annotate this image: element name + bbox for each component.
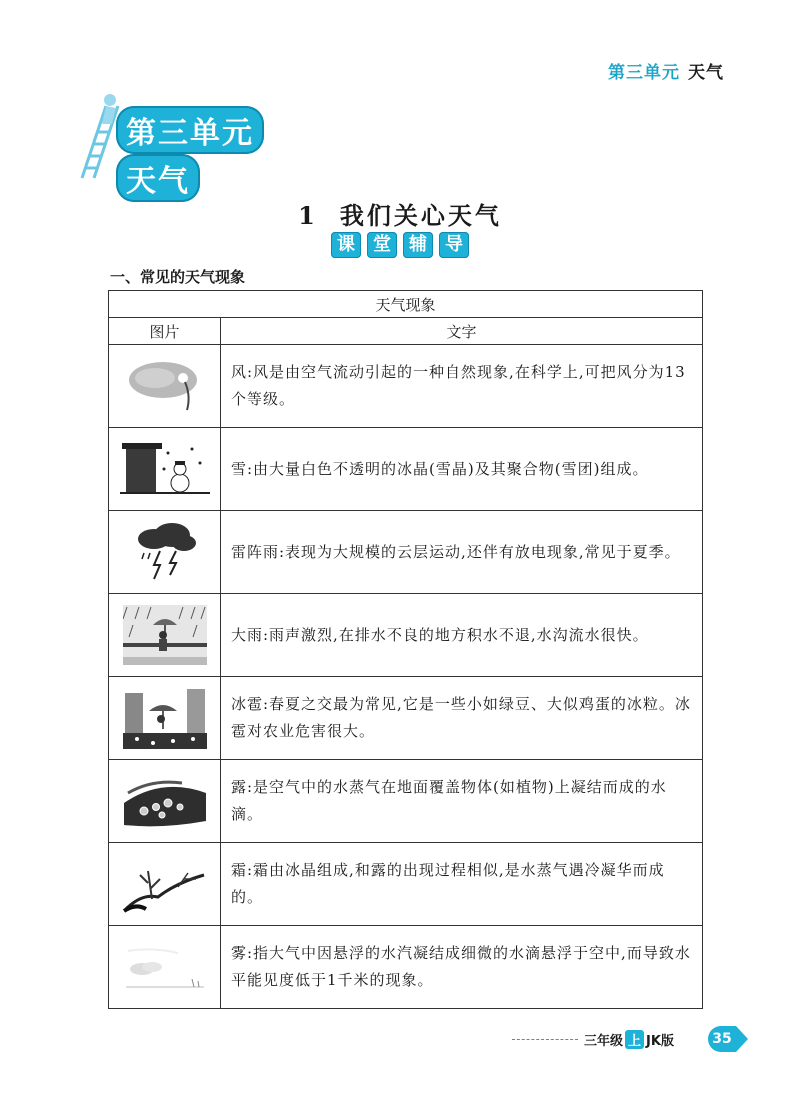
table-row (109, 594, 703, 677)
table-row (109, 760, 703, 843)
guide-char: 辅 (403, 232, 433, 258)
heavy-rain-illustration-icon (123, 605, 207, 665)
guide-char: 导 (439, 232, 469, 258)
wind-illustration-icon (125, 356, 205, 416)
running-header-unit: 第三单元 (608, 63, 680, 83)
section-heading: 一、常见的天气现象 (110, 268, 246, 286)
running-header (608, 58, 724, 83)
page-arrow-icon (736, 1026, 748, 1052)
footer-divider (512, 1039, 578, 1040)
picture-cell (109, 511, 221, 594)
guide-char: 堂 (367, 232, 397, 258)
banner-title (116, 106, 362, 202)
table-row (109, 843, 703, 926)
banner-title-unit: 第三单元 (116, 106, 264, 154)
running-header-topic: 天气 (688, 63, 724, 83)
page-number: 35 (708, 1026, 736, 1052)
picture-cell (109, 594, 221, 677)
picture-cell (109, 843, 221, 926)
hail-illustration-icon (123, 687, 207, 749)
column-header-text: 文字 (221, 318, 703, 345)
table-row (109, 345, 703, 428)
lesson-number: 1 (298, 201, 318, 230)
fog-illustration-icon (122, 939, 208, 995)
lesson-title (0, 196, 800, 231)
table-title: 天气现象 (109, 291, 703, 318)
lesson-name: 我们关心天气 (339, 201, 502, 230)
dew-illustration-icon (122, 773, 208, 829)
guide-char: 课 (331, 232, 361, 258)
frost-illustration-icon (122, 853, 208, 915)
column-header-picture: 图片 (109, 318, 221, 345)
classroom-guide-badge (0, 232, 800, 258)
table-row (109, 926, 703, 1009)
description-cell: 大雨:雨声激烈,在排水不良的地方积水不退,水沟流水很快。 (221, 594, 703, 677)
picture-cell (109, 428, 221, 511)
picture-cell (109, 760, 221, 843)
description-cell: 露:是空气中的水蒸气在地面覆盖物体(如植物)上凝结而成的水滴。 (221, 760, 703, 843)
table-row (109, 511, 703, 594)
description-cell: 雷阵雨:表现为大规模的云层运动,还伴有放电现象,常见于夏季。 (221, 511, 703, 594)
page-footer (512, 1028, 742, 1052)
description-cell: 冰雹:春夏之交最为常见,它是一些小如绿豆、大似鸡蛋的冰粒。冰雹对农业危害很大。 (221, 677, 703, 760)
banner-title-topic: 天气 (116, 154, 200, 202)
footer-grade: 三年级 (584, 1034, 624, 1049)
unit-banner (72, 90, 362, 199)
snow-illustration-icon (120, 439, 210, 499)
table-row (109, 677, 703, 760)
description-cell: 霜:霜由冰晶组成,和露的出现过程相似,是水蒸气遇冷凝华而成的。 (221, 843, 703, 926)
footer-edition (584, 1030, 674, 1049)
picture-cell (109, 345, 221, 428)
description-cell: 雪:由大量白色不透明的冰晶(雪晶)及其聚合物(雪团)组成。 (221, 428, 703, 511)
footer-term: 上 (625, 1030, 644, 1049)
table-row (109, 428, 703, 511)
picture-cell (109, 926, 221, 1009)
thunderstorm-illustration-icon (130, 521, 200, 583)
description-cell: 风:风是由空气流动引起的一种自然现象,在科学上,可把风分为13个等级。 (221, 345, 703, 428)
description-cell: 雾:指大气中因悬浮的水汽凝结成细微的水滴悬浮于空中,而导致水平能见度低于1千米的现象。 (221, 926, 703, 1009)
picture-cell (109, 677, 221, 760)
footer-edition-label: JK版 (646, 1034, 674, 1049)
weather-phenomena-table (108, 290, 703, 1009)
